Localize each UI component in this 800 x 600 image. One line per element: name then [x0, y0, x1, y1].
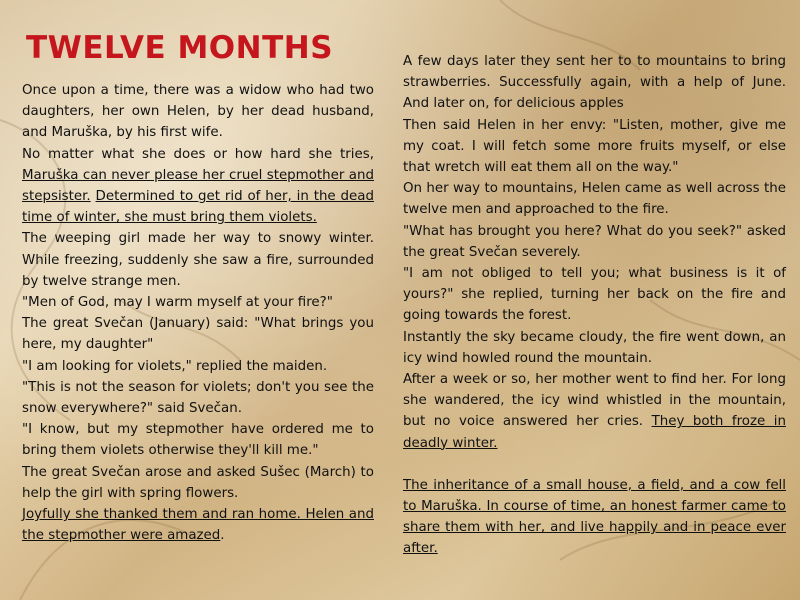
left-column — [22, 80, 374, 546]
text-run: No matter what she does or how hard she tries, — [22, 146, 374, 162]
paragraph: "I am looking for violets," replied the maiden. — [22, 358, 328, 374]
paragraph: Then said Helen in her envy: "Listen, mother, give me my coat. I will fetch some more fruits myself, or else that wretch will eat them all on the way." — [403, 117, 786, 176]
paragraph: The great Svečan (January) said: "What brings you here, my daughter" — [22, 316, 374, 353]
underlined-text: They both froze in deadly winter. — [403, 414, 786, 451]
text-run: After a week or so, her mother went to find her. For long she wandered, the icy wind whistled in the mountain, but no voice answered her cries. — [403, 372, 786, 430]
paragraph: "This is not the season for violets; don't you see the snow everywhere?" said Svečan. — [22, 379, 374, 417]
paragraph — [22, 504, 374, 546]
paragraph — [22, 144, 374, 229]
underlined-text: Maruška can never please her cruel stepmother and stepsister. — [22, 167, 374, 205]
paragraph: On her way to mountains, Helen came as well across the twelve men and approached to the fire. — [403, 181, 786, 218]
paragraph: "I know, but my stepmother have ordered me to bring them violets otherwise they'll kill me." — [22, 422, 374, 459]
paragraph: Once upon a time, there was a widow who had two daughters, her own Helen, by her dead husband, and Maruška, by his first wife. — [22, 83, 374, 141]
text-run: . — [220, 528, 225, 544]
paragraph: Instantly the sky became cloudy, the fire went down, an icy wind howled round the mountain. — [403, 329, 786, 366]
paragraph — [403, 369, 786, 454]
paragraph: "I am not obliged to tell you; what business is it of yours?" she replied, turning her back on the fire and going towards the forest. — [403, 266, 786, 324]
paragraph: "What has brought you here? What do you seek?" asked the great Svečan severely. — [403, 223, 786, 260]
underlined-text: Joyfully she thanked them and ran home. Helen and the stepmother were amazed — [22, 507, 374, 544]
underlined-text: Determined to get rid of her, in the dead time of winter, she must bring them violets. — [22, 189, 374, 226]
paragraph: "Men of God, may I warm myself at your fire?" — [22, 295, 333, 311]
paragraph: The great Svečan arose and asked Sušec (March) to help the girl with spring flowers. — [22, 464, 374, 501]
paragraph: The weeping girl made her way to snowy winter. While freezing, suddenly she saw a fire, surrounded by twelve strange men. — [22, 231, 374, 289]
right-column — [403, 51, 786, 560]
page-title: TWELVE MONTHS — [26, 30, 334, 66]
paragraph-ending: The inheritance of a small house, a field, and a cow fell to Maruška. In course of time, an honest farmer came to share them with her, and live happily and in peace ever after. — [403, 477, 786, 557]
paragraph: A few days later they sent her to to mountains to bring strawberries. Successfully again, with a help of June. And later on, for delicious apples — [403, 54, 786, 112]
paragraph-spacer — [403, 454, 786, 475]
